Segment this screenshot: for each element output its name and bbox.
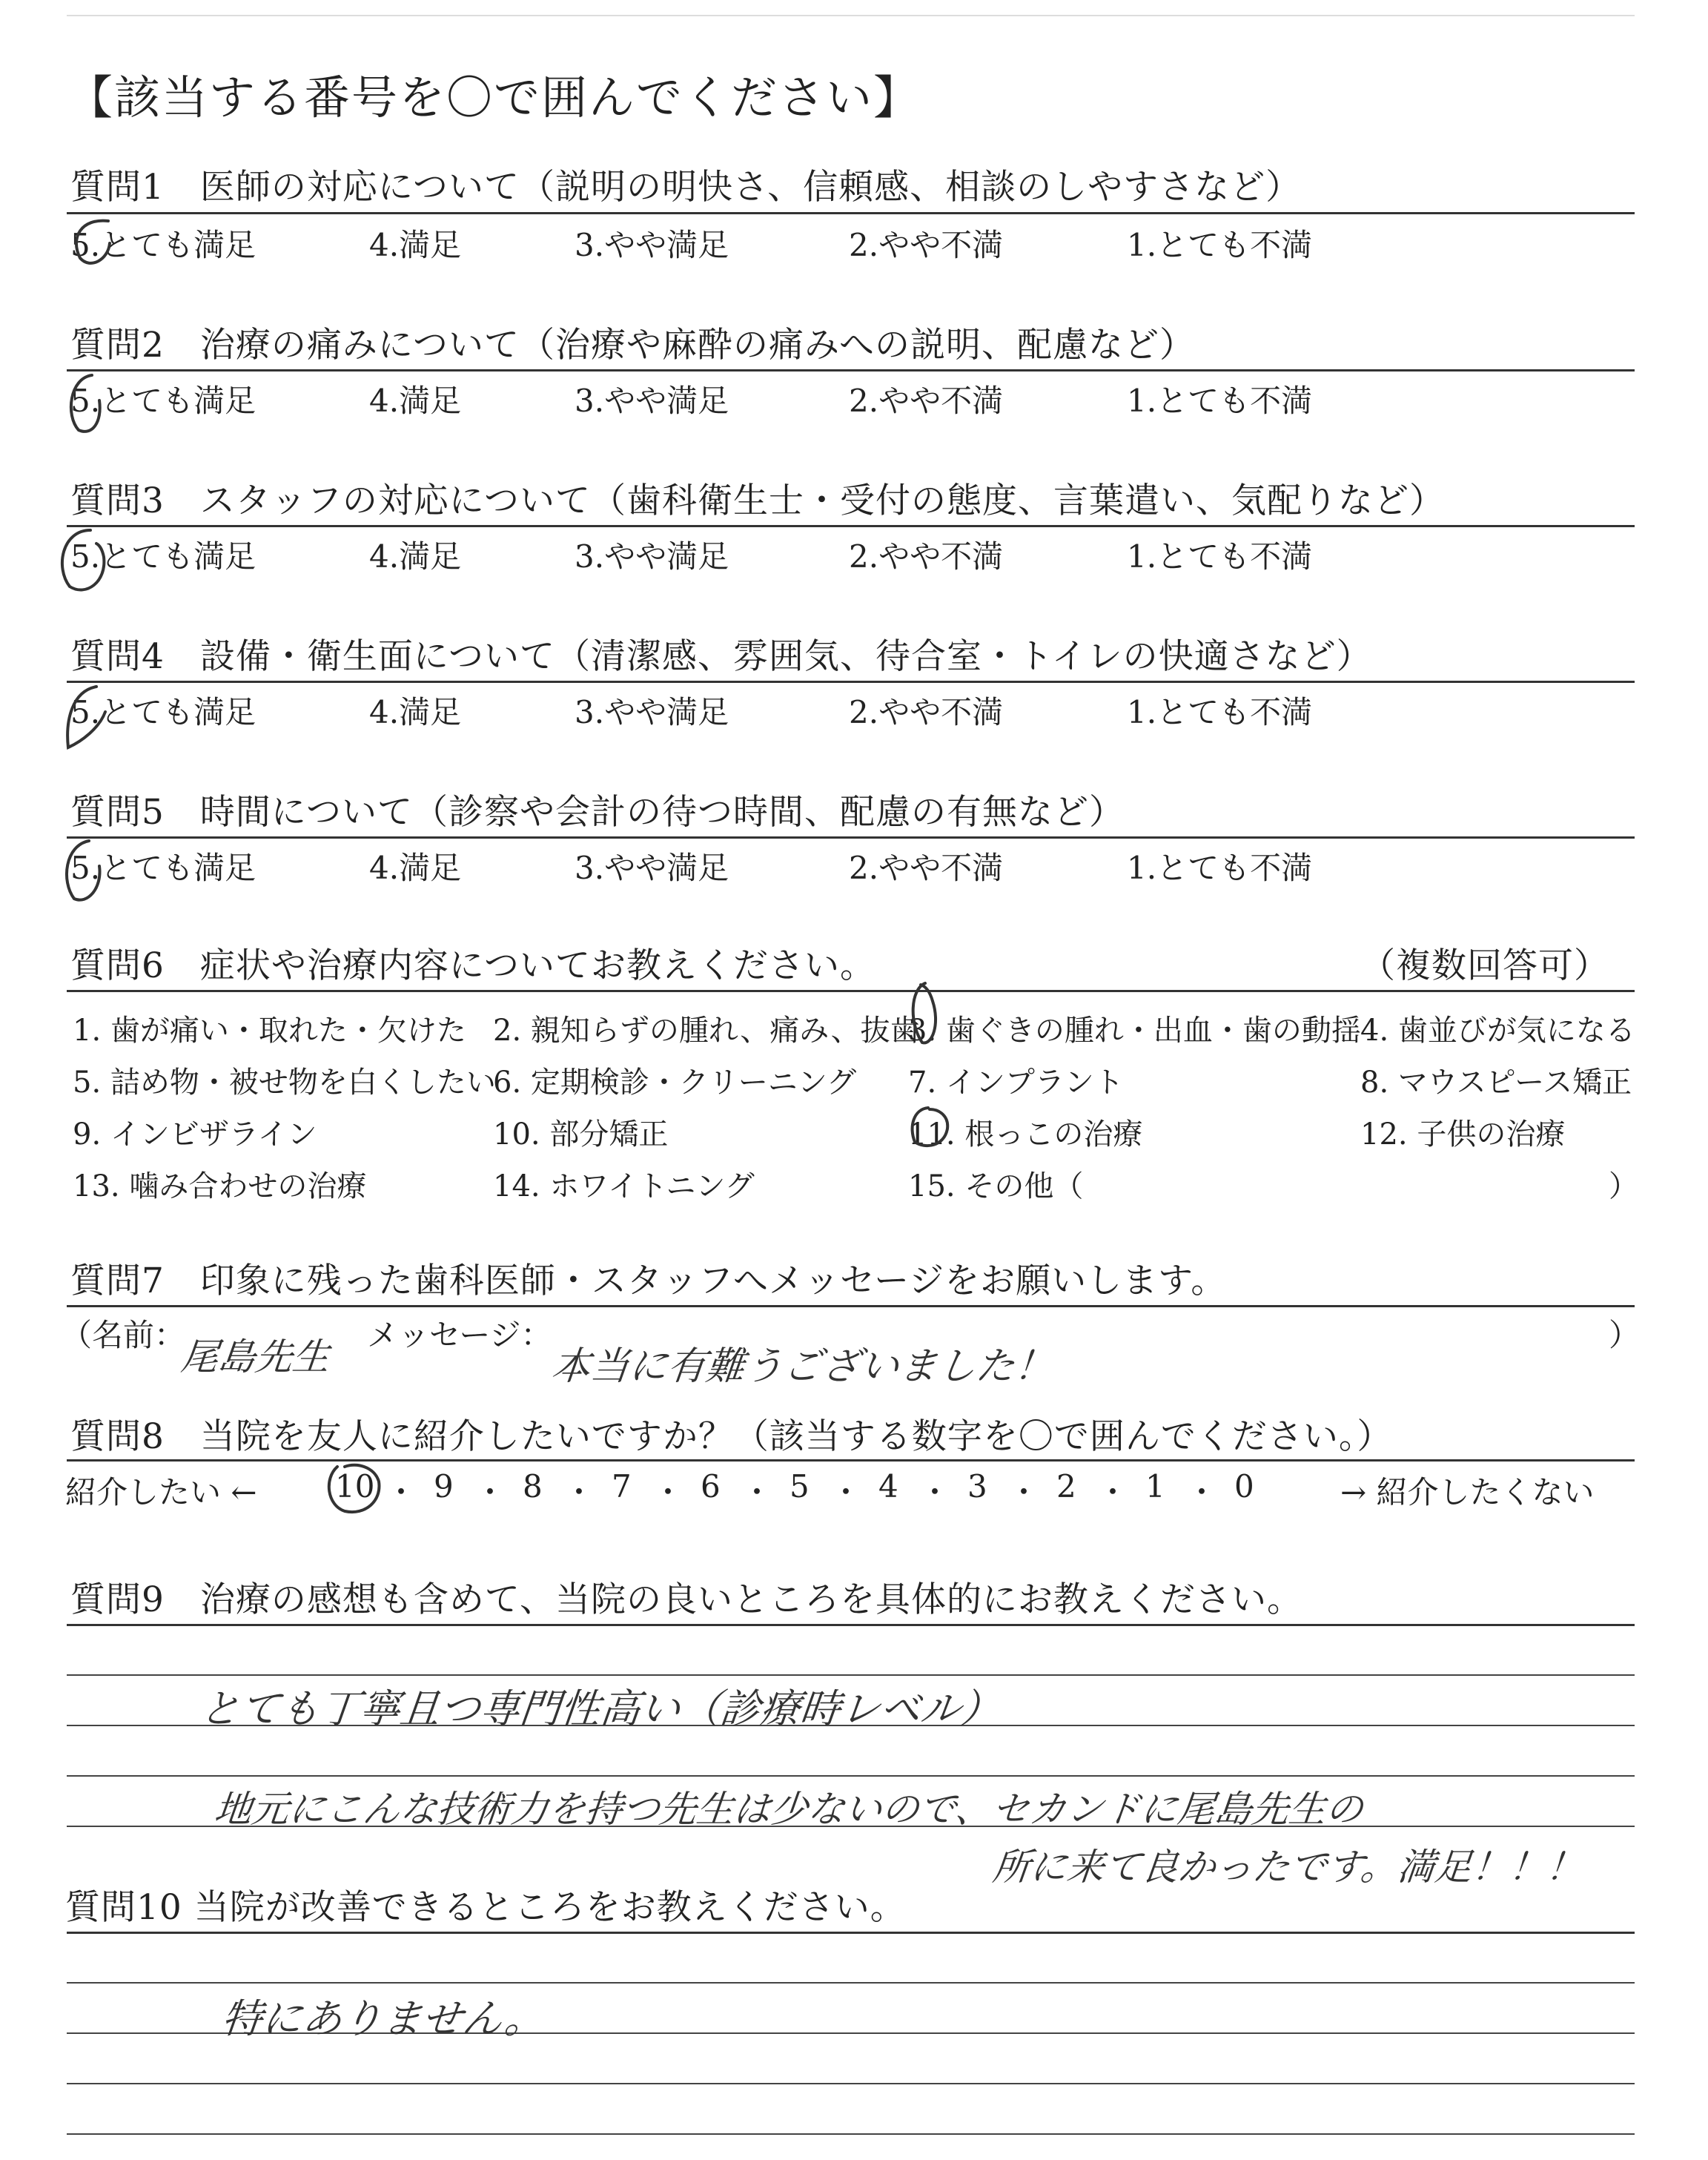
question-5-title: 質問5 時間について（診察や会計の待つ時間、配慮の有無など） <box>70 792 1125 833</box>
scale-dot: ・ <box>741 1474 773 1510</box>
handwritten-improvements[interactable]: 特にありません。 <box>219 1995 548 2042</box>
symptom-option[interactable]: 9. インビザライン <box>73 1117 317 1152</box>
question-6-title: 質問6 症状や治療内容についてお教えください。 <box>70 945 875 986</box>
question-6-rule <box>67 990 1635 992</box>
symptom-option[interactable]: 3. 歯ぐきの腫れ・出血・歯の動揺 <box>908 1014 1361 1048</box>
option-2[interactable]: 2.やや不満 <box>849 538 1004 575</box>
scale-number[interactable]: 2 <box>1056 1468 1076 1505</box>
option-5[interactable]: 5.とても満足 <box>70 383 256 419</box>
option-5[interactable]: 5.とても満足 <box>70 227 256 263</box>
question-4-answer-circle <box>59 682 119 756</box>
option-4[interactable]: 4.満足 <box>369 227 462 263</box>
option-3[interactable]: 3.やや満足 <box>575 850 729 886</box>
question-9-title: 質問9 治療の感想も含めて、当院の良いところを具体的にお教えください。 <box>70 1579 1302 1620</box>
option-4[interactable]: 4.満足 <box>369 383 462 419</box>
question-2-title: 質問2 治療の痛みについて（治療や麻酔の痛みへの説明、配慮など） <box>70 325 1196 366</box>
option-1[interactable]: 1.とても不満 <box>1127 227 1313 263</box>
question-10-rule <box>67 1932 1635 1934</box>
question-1-answer-circle <box>65 215 125 274</box>
page-header: 【該当する番号を〇で囲んでください】 <box>67 70 921 125</box>
scale-dot: ・ <box>385 1474 417 1510</box>
message-close: ） <box>1609 1317 1641 1353</box>
name-label: （名前： <box>61 1317 186 1353</box>
scale-dot: ・ <box>652 1474 684 1510</box>
scale-number[interactable]: 4 <box>878 1468 898 1505</box>
scale-dot: ・ <box>830 1474 862 1510</box>
scale-number[interactable]: 8 <box>523 1468 543 1505</box>
scale-dot: ・ <box>1097 1474 1129 1510</box>
symptom-3-answer-circle <box>903 979 947 1053</box>
option-5[interactable]: 5.とても満足 <box>70 850 256 886</box>
scale-number[interactable]: 9 <box>434 1468 454 1505</box>
question-2-answer-circle <box>62 371 114 437</box>
option-5[interactable]: 5.とても満足 <box>70 694 256 730</box>
scale-dot: ・ <box>1186 1474 1218 1510</box>
symptom-11-answer-circle <box>906 1105 952 1151</box>
symptom-option[interactable]: 7. インプラント <box>908 1066 1124 1100</box>
option-4[interactable]: 4.満足 <box>369 538 462 575</box>
symptom-option[interactable]: 2. 親知らずの腫れ、痛み、抜歯 <box>493 1014 920 1048</box>
option-3[interactable]: 3.やや満足 <box>575 383 729 419</box>
recommend-answer-circle <box>322 1459 389 1519</box>
question-8-rule <box>67 1459 1635 1462</box>
symptom-option[interactable]: 4. 歯並びが気になる <box>1360 1014 1635 1048</box>
handwritten-good-points-line-1[interactable]: とても丁寧且つ専門性高い（診療時レベル） <box>197 1685 1003 1732</box>
question-7-title: 質問7 印象に残った歯科医師・スタッフへメッセージをお願いします。 <box>70 1261 1227 1301</box>
symptom-option[interactable]: 13. 噛み合わせの治療 <box>73 1169 367 1203</box>
top-border <box>67 15 1635 16</box>
scale-number[interactable]: 5 <box>790 1468 810 1505</box>
scale-dot: ・ <box>919 1474 951 1510</box>
option-3[interactable]: 3.やや満足 <box>575 227 729 263</box>
question-5-answer-circle <box>56 836 116 908</box>
message-label: メッセージ： <box>367 1317 552 1353</box>
option-4[interactable]: 4.満足 <box>369 694 462 730</box>
symptom-option[interactable]: 5. 詰め物・被せ物を白くしたい <box>73 1066 496 1100</box>
option-4[interactable]: 4.満足 <box>369 850 462 886</box>
symptom-option[interactable]: 6. 定期検診・クリーニング <box>493 1066 857 1100</box>
symptom-option[interactable]: 10. 部分矯正 <box>493 1117 669 1152</box>
option-1[interactable]: 1.とても不満 <box>1127 383 1313 419</box>
option-3[interactable]: 3.やや満足 <box>575 694 729 730</box>
recommend-right-label: → 紹介したくない <box>1340 1474 1595 1510</box>
question-4-rule <box>67 681 1635 683</box>
question-1-title: 質問1 医師の対応について（説明の明快さ、信頼感、相談のしやすさなど） <box>70 167 1302 208</box>
option-3[interactable]: 3.やや満足 <box>575 538 729 575</box>
option-5[interactable]: 5.とても満足 <box>70 538 256 575</box>
scale-number[interactable]: 1 <box>1145 1468 1165 1505</box>
symptom-option[interactable]: 8. マウスピース矯正 <box>1360 1066 1632 1100</box>
question-1-rule <box>67 212 1635 214</box>
option-1[interactable]: 1.とても不満 <box>1127 538 1313 575</box>
handwritten-name[interactable]: 尾島先生 <box>179 1335 332 1378</box>
handwritten-message[interactable]: 本当に有難うございました！ <box>549 1344 1056 1389</box>
answer-line <box>67 2133 1635 2135</box>
question-7-rule <box>67 1305 1635 1307</box>
symptom-option[interactable]: 1. 歯が痛い・取れた・欠けた <box>73 1014 466 1048</box>
symptom-option[interactable]: 12. 子供の治療 <box>1360 1117 1566 1152</box>
question-9-rule <box>67 1624 1635 1626</box>
scale-number[interactable]: 3 <box>967 1468 987 1505</box>
question-3-title: 質問3 スタッフの対応について（歯科衛生士・受付の態度、言葉遣い、気配りなど） <box>70 480 1445 521</box>
question-2-rule <box>67 369 1635 371</box>
scale-number[interactable]: 0 <box>1234 1468 1254 1505</box>
handwritten-good-points-line-3[interactable]: 所に来て良かったです。満足！！！ <box>990 1846 1586 1889</box>
scale-dot: ・ <box>474 1474 506 1510</box>
symptom-other-close: ） <box>1609 1169 1638 1203</box>
question-5-rule <box>67 836 1635 839</box>
option-1[interactable]: 1.とても不満 <box>1127 850 1313 886</box>
question-8-title: 質問8 当院を友人に紹介したいですか？（該当する数字を〇で囲んでください。） <box>70 1416 1393 1457</box>
symptom-option[interactable]: 14. ホワイトニング <box>493 1169 755 1203</box>
answer-line <box>67 1674 1635 1676</box>
answer-line <box>67 2083 1635 2084</box>
scale-dot: ・ <box>1008 1474 1040 1510</box>
question-4-title: 質問4 設備・衛生面について（清潔感、雰囲気、待合室・トイレの快適さなど） <box>70 636 1372 677</box>
question-6-note: （複数回答可） <box>1360 945 1609 986</box>
answer-line <box>67 1982 1635 1984</box>
option-2[interactable]: 2.やや不満 <box>849 694 1004 730</box>
option-2[interactable]: 2.やや不満 <box>849 227 1004 263</box>
question-3-rule <box>67 525 1635 527</box>
option-1[interactable]: 1.とても不満 <box>1127 694 1313 730</box>
recommend-left-label: 紹介したい ← <box>65 1474 257 1510</box>
symptom-option[interactable]: 11. 根っこの治療 <box>908 1117 1143 1152</box>
scale-number[interactable]: 10 <box>335 1468 375 1505</box>
question-10-title: 質問10 当院が改善できるところをお教えください。 <box>65 1887 906 1928</box>
answer-line <box>67 1775 1635 1777</box>
question-3-answer-circle <box>47 523 122 597</box>
option-2[interactable]: 2.やや不満 <box>849 383 1004 419</box>
scale-dot: ・ <box>563 1474 595 1510</box>
scale-number[interactable]: 7 <box>612 1468 632 1505</box>
option-2[interactable]: 2.やや不満 <box>849 850 1004 886</box>
symptom-option[interactable]: 15. その他（ <box>908 1169 1084 1203</box>
handwritten-good-points-line-2[interactable]: 地元にこんな技術力を持つ先生は少ないので、セカンドに尾島先生の <box>212 1788 1366 1831</box>
scale-number[interactable]: 6 <box>701 1468 721 1505</box>
